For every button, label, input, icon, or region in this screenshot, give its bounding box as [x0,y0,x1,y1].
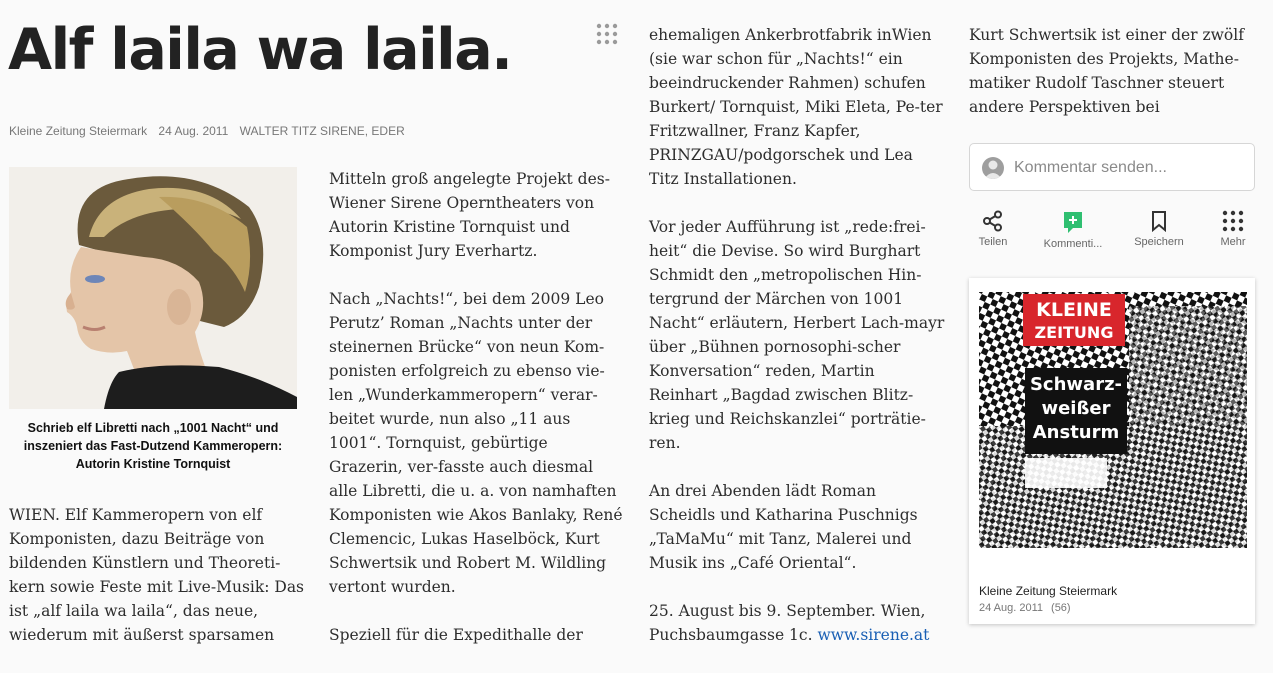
comment-input[interactable] [1014,157,1244,179]
paragraph: Mitteln groß angelegte Projekt des-Wiener Sirene Operntheaters von Autorin Kristine Tornquist und Komponist Jury Everhartz. [329,170,610,260]
share-button[interactable] [972,210,1014,248]
share-icon [982,210,1004,232]
cover-headline-line3: Ansturm [1032,422,1120,443]
share-label: Teilen [978,236,1008,248]
issue-card[interactable] [969,278,1255,624]
drag-handle-icon[interactable] [596,23,618,45]
issue-cover-thumbnail [979,286,1247,562]
paragraph: Kurt Schwertsik ist einer der zwölf Komponisten des Projekts, Mathe-matiker Rudolf Taschner steuert andere Perspektiven bei [969,26,1244,116]
bookmark-icon [1148,210,1170,232]
issue-count: (56) [1051,602,1071,614]
article-date: 24 Aug. 2011 [158,124,229,138]
cover-headline-line1: Schwarz- [1029,374,1123,395]
article-meta [9,124,413,138]
event-info: 25. August bis 9. September. Wien, Puchsbaumgasse 1c. [649,602,926,644]
paragraph: Vor jeder Aufführung ist „rede:frei-heit“ die Devise. So wird Burghart Schmidt den „metropolischen Hin-tergrund der Märchen von 1001 Nacht“ erläutern, Herbert Lach-mayr über „Bühnen pornosophi-scher Konversation“ reden, Martin Reinhart „Bagdad zwischen Blitz-krieg und Reichskanzlei“ porträtie-ren. [649,218,945,452]
paragraph: ehemaligen Ankerbrotfabrik inWien (sie war schon für „Nachts!“ ein beeindruckender Rahmen) schufen Burkert/ Tornquist, Miki Eleta, Pe-ter Fritzwallner, Franz Kapfer, PRINZGAU/podgorschek und Lea Titz Installationen. [649,26,943,188]
comment-button[interactable] [1040,210,1106,250]
sirene-link[interactable]: www.sirene.at [817,626,930,644]
cover-headline-line2: weißer [1041,398,1111,419]
save-label: Speichern [1134,236,1184,248]
paragraph: An drei Abenden lädt Roman Scheidls und Katharina Puschnigs „TaMaMu“ mit Tanz, Malerei und Musik ins „Café Oriental“. [649,482,918,572]
article-column-4 [969,23,1265,143]
save-button[interactable] [1130,210,1188,248]
cover-masthead-line1: KLEINE [1036,299,1112,321]
article-column-1 [9,503,305,671]
article-photo [9,167,297,409]
comment-box[interactable] [969,143,1255,191]
more-label: Mehr [1220,236,1246,248]
article-column-3 [649,23,945,671]
article-column-2 [329,167,625,671]
comment-icon [1062,210,1084,234]
more-grid-icon [1222,210,1244,232]
article-source: Kleine Zeitung Steiermark [9,124,148,138]
paragraph [649,599,945,647]
issue-date: 24 Aug. 2011 [979,602,1044,614]
more-button[interactable] [1214,210,1252,248]
paragraph: Speziell für die Expedithalle der [329,626,583,644]
paragraph: WIEN. Elf Kammeropern von elf Komponisten, dazu Beiträge von bildenden Künstlern und Theoreti-kern sowie Feste mit Live-Musik: Das ist „alf laila wa laila“, das neue, wiederum mit äußerst sparsamen [9,506,305,644]
article-authors: WALTER TITZ SIRENE, EDER [239,124,405,138]
cover-masthead-line2: ZEITUNG [1034,323,1114,342]
user-avatar-icon [982,157,1004,179]
image-caption: Schrieb elf Libretti nach „1001 Nacht“ und inszeniert das Fast-Dutzend Kammeropern: Autorin Kristine Tornquist [23,421,283,471]
article-title: Alf laila wa laila. [8,17,512,83]
comment-label: Kommenti... [1043,238,1103,250]
issue-source: Kleine Zeitung Steiermark [979,584,1118,598]
paragraph: Nach „Nachts!“, bei dem 2009 Leo Perutz’ Roman „Nachts unter der steinernen Brücke“ von neun Kom-ponisten erfolgreich zu ebenso vie-len „Wunderkammeropern“ verar-beitet wurde, nun also „11 aus 1001“. Tornquist, gebürtige Grazerin, ver-fasste auch diesmal alle Libretti, die u. a. von namhaften Komponisten wie Akos Banlaky, René Clemencic, Lukas Haselböck, Kurt Schwertsik und Robert M. Wildling vertont wurden. [329,290,623,596]
issue-meta [979,602,1079,614]
